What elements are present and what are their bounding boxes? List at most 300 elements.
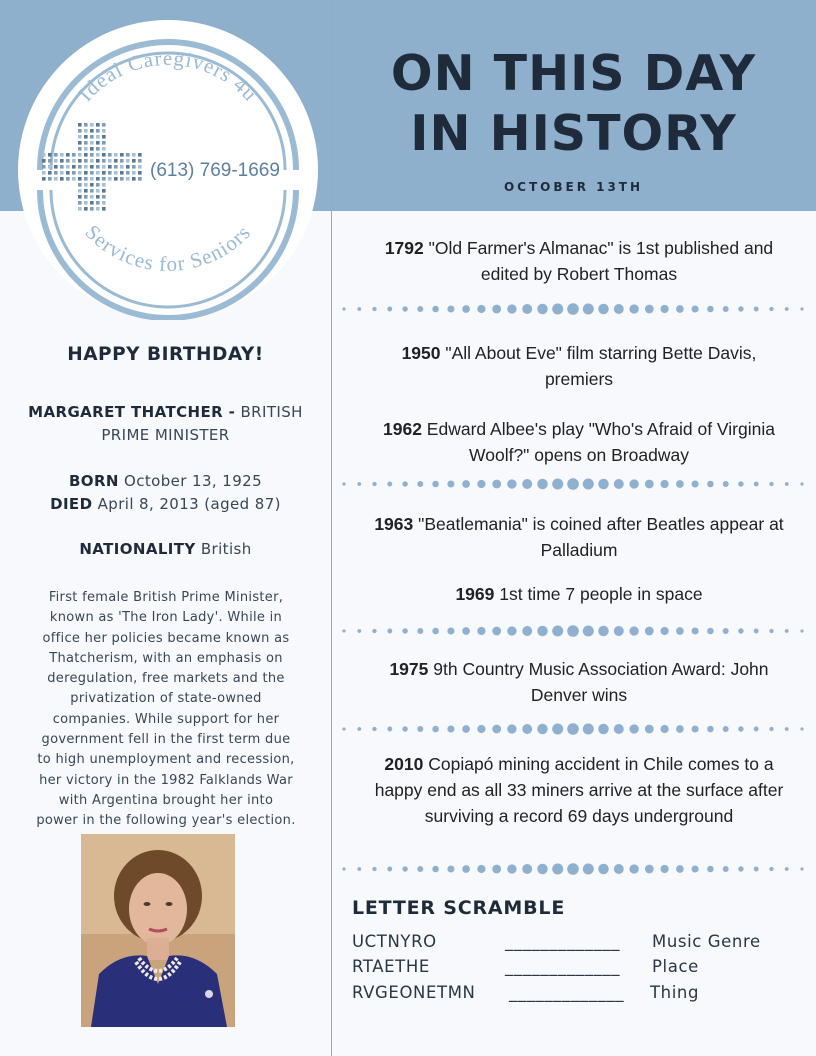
divider-dot xyxy=(614,724,624,734)
cross-dot xyxy=(102,159,106,163)
cross-dot xyxy=(138,165,142,169)
birthday-heading: HAPPY BIRTHDAY! xyxy=(67,344,264,365)
cross-dot xyxy=(132,165,136,169)
cross-dot xyxy=(90,129,94,133)
cross-dot xyxy=(42,171,46,175)
cross-dot xyxy=(78,207,82,211)
cross-dot xyxy=(42,177,46,181)
divider-dot xyxy=(447,725,454,732)
divider-dot xyxy=(583,478,594,489)
portrait-photo xyxy=(81,834,235,1027)
cross-dot xyxy=(54,171,58,175)
answer-blank[interactable]: _____________ xyxy=(509,983,625,1002)
cross-dot xyxy=(78,141,82,145)
divider-dot xyxy=(723,726,729,732)
bio-line: known as 'The Iron Lady'. While in xyxy=(49,610,283,626)
nationality-label: NATIONALITY xyxy=(79,540,196,558)
cross-dot xyxy=(96,129,100,133)
cross-dot xyxy=(78,189,82,193)
divider-dot xyxy=(583,303,594,314)
event-year: 1950 xyxy=(401,343,441,363)
divider-dot xyxy=(723,628,729,634)
divider-dot xyxy=(692,865,699,872)
divider-dot xyxy=(342,307,345,310)
divider-dot xyxy=(507,479,516,488)
event-text: "Beatlemania" is coined after Beatles appear at xyxy=(413,514,784,534)
event-text: happy end as all 33 miners arrive at the surface after xyxy=(374,780,784,800)
divider-dot xyxy=(387,727,392,732)
dot-divider xyxy=(338,722,808,736)
event-year: 1963 xyxy=(374,514,414,534)
divider-dot xyxy=(387,482,392,487)
divider-dot xyxy=(372,482,376,486)
cross-dot xyxy=(78,177,82,181)
divider-dot xyxy=(477,865,485,873)
cross-dot xyxy=(54,177,58,181)
divider-dot xyxy=(492,865,501,874)
cross-dot xyxy=(96,189,100,193)
divider-dot xyxy=(537,724,547,734)
divider-dot xyxy=(462,627,470,635)
divider-dot xyxy=(432,481,439,488)
scramble-hint: Music Genre xyxy=(652,932,761,951)
event-text: Copiapó mining accident in Chile comes to a xyxy=(423,754,774,774)
cross-dot xyxy=(102,183,106,187)
divider-dot xyxy=(800,867,803,870)
biography xyxy=(10,588,322,832)
divider-dot xyxy=(567,625,579,637)
cross-dot xyxy=(114,177,118,181)
company-logo xyxy=(18,20,318,320)
dot-divider xyxy=(338,862,808,876)
divider-dot xyxy=(372,727,376,731)
cross-dot xyxy=(108,153,112,157)
event-text: Woolf?" opens on Broadway xyxy=(469,445,689,465)
divider-dot xyxy=(357,482,361,486)
bio-line: to high unemployment and recession, xyxy=(37,752,295,768)
divider-dot xyxy=(492,627,501,636)
divider-dot xyxy=(754,629,759,634)
cross-dot xyxy=(84,129,88,133)
cross-dot xyxy=(48,171,52,175)
cross-dot xyxy=(126,159,130,163)
divider-dot xyxy=(537,304,547,314)
event-text: "Old Farmer's Almanac" is 1st published and xyxy=(423,238,774,258)
divider-dot xyxy=(402,628,407,633)
cross-dot xyxy=(96,159,100,163)
divider-dot xyxy=(707,481,714,488)
divider-dot xyxy=(754,307,759,312)
cross-dot xyxy=(102,201,106,205)
divider-dot xyxy=(507,304,516,313)
divider-dot xyxy=(583,863,594,874)
divider-dot xyxy=(738,726,743,731)
title-line-1: ON THIS DAY xyxy=(390,45,757,102)
event-text: Edward Albee's play "Who's Afraid of Virginia xyxy=(421,419,775,439)
cross-dot xyxy=(78,201,82,205)
cross-dot xyxy=(138,159,142,163)
cross-dot xyxy=(120,159,124,163)
answer-blank[interactable]: _____________ xyxy=(505,957,621,976)
divider-dot xyxy=(432,726,439,733)
event-text: 9th Country Music Association Award: John xyxy=(428,659,769,679)
cross-dot xyxy=(84,177,88,181)
cross-dot xyxy=(84,201,88,205)
cross-dot xyxy=(108,177,112,181)
divider-dot xyxy=(800,482,803,485)
divider-dot xyxy=(552,723,563,734)
cross-dot xyxy=(96,177,100,181)
cross-dot xyxy=(114,159,118,163)
divider-dot xyxy=(785,867,789,871)
cross-dot xyxy=(132,171,136,175)
dot-divider xyxy=(338,624,808,638)
divider-dot xyxy=(357,727,361,731)
divider-dot xyxy=(769,867,773,871)
divider-dot xyxy=(660,725,668,733)
cross-dot xyxy=(96,207,100,211)
cross-dot xyxy=(84,153,88,157)
divider-dot xyxy=(537,479,547,489)
died-value: April 8, 2013 (aged 87) xyxy=(92,495,281,513)
divider-dot xyxy=(462,865,470,873)
divider-dot xyxy=(598,864,608,874)
svg-text:Services for Seniors xyxy=(80,220,255,276)
divider-dot xyxy=(738,481,743,486)
divider-dot xyxy=(537,864,547,874)
divider-dot xyxy=(522,304,532,314)
divider-dot xyxy=(785,727,789,731)
event-text: 1st time 7 people in space xyxy=(494,584,703,604)
divider-dot xyxy=(387,307,392,312)
divider-dot xyxy=(645,865,654,874)
cross-dot xyxy=(72,165,76,169)
cross-dot xyxy=(126,171,130,175)
bio-line: power in the following year's election. xyxy=(36,813,296,829)
divider-dot xyxy=(614,864,624,874)
cross-dot xyxy=(60,165,64,169)
cross-dot xyxy=(90,141,94,145)
cross-dot xyxy=(96,165,100,169)
scramble-hint: Place xyxy=(652,957,699,976)
divider-dot xyxy=(800,727,803,730)
divider-dot xyxy=(598,724,608,734)
event-item xyxy=(340,656,816,708)
cross-dot xyxy=(96,153,100,157)
cross-dot xyxy=(120,171,124,175)
bio-line: companies. While support for her xyxy=(52,711,280,727)
divider-dot xyxy=(417,306,423,312)
divider-dot xyxy=(402,726,407,731)
scramble-word: UCTNYRO xyxy=(352,932,437,951)
cross-dot xyxy=(90,159,94,163)
divider-dot xyxy=(372,629,376,633)
divider-dot xyxy=(477,305,485,313)
divider-dot xyxy=(522,479,532,489)
cross-dot xyxy=(132,177,136,181)
cross-dot xyxy=(54,153,58,157)
cross-dot xyxy=(102,129,106,133)
scramble-word: RTAETHE xyxy=(352,957,430,976)
divider-dot xyxy=(754,482,759,487)
divider-dot xyxy=(567,863,579,875)
cross-dot xyxy=(126,165,130,169)
cross-dot xyxy=(126,177,130,181)
divider-dot xyxy=(342,482,345,485)
event-year: 1975 xyxy=(389,659,429,679)
bio-line: government fell in the first term due xyxy=(41,732,291,748)
cross-dot xyxy=(84,123,88,127)
cross-dot xyxy=(90,201,94,205)
divider-dot xyxy=(707,866,714,873)
scramble-word: RVGEONETMN xyxy=(352,983,476,1002)
divider-dot xyxy=(676,627,684,635)
divider-dot xyxy=(552,625,563,636)
divider-dot xyxy=(492,725,501,734)
event-text: premiers xyxy=(544,369,614,389)
cross-dot xyxy=(108,171,112,175)
bio-line: Thatcherism, with an emphasis on xyxy=(49,650,283,666)
cross-dot xyxy=(138,153,142,157)
cross-dot xyxy=(84,189,88,193)
divider-dot xyxy=(492,305,501,314)
divider-dot xyxy=(417,726,423,732)
cross-dot xyxy=(102,195,106,199)
divider-dot xyxy=(676,480,684,488)
born-label: BORN xyxy=(68,472,119,490)
divider-dot xyxy=(477,480,485,488)
cross-dot xyxy=(126,153,130,157)
divider-dot xyxy=(598,304,608,314)
person-role: BRITISH xyxy=(235,403,303,421)
cross-dot xyxy=(96,195,100,199)
divider-dot xyxy=(660,865,668,873)
divider-dot xyxy=(402,306,407,311)
divider-dot xyxy=(583,723,594,734)
cross-dot xyxy=(108,159,112,163)
divider-dot xyxy=(785,629,789,633)
divider-dot xyxy=(660,480,668,488)
cross-dot xyxy=(90,189,94,193)
cross-dot xyxy=(66,177,70,181)
divider-dot xyxy=(707,628,714,635)
cross-dot xyxy=(42,153,46,157)
divider-dot xyxy=(629,626,638,635)
divider-dot xyxy=(507,626,516,635)
divider-dot xyxy=(447,627,454,634)
divider-dot xyxy=(477,627,485,635)
divider-dot xyxy=(692,305,699,312)
divider-dot xyxy=(357,307,361,311)
event-item xyxy=(340,416,816,468)
page-title xyxy=(331,44,816,164)
divider-dot xyxy=(447,480,454,487)
cross-dot xyxy=(102,147,106,151)
divider-dot xyxy=(522,864,532,874)
divider-dot xyxy=(738,628,743,633)
cross-dot xyxy=(114,171,118,175)
cross-dot xyxy=(66,165,70,169)
phone-number: (613) 769-1669 xyxy=(150,160,280,181)
cross-dot xyxy=(54,159,58,163)
cross-dot xyxy=(84,171,88,175)
divider-dot xyxy=(614,479,624,489)
cross-dot xyxy=(78,165,82,169)
divider-dot xyxy=(432,628,439,635)
cross-dot xyxy=(42,159,46,163)
divider-dot xyxy=(676,305,684,313)
divider-dot xyxy=(387,629,392,634)
cross-dot xyxy=(102,171,106,175)
divider-dot xyxy=(447,305,454,312)
cross-dot xyxy=(78,153,82,157)
divider-dot xyxy=(417,866,423,872)
divider-dot xyxy=(785,482,789,486)
cross-dot xyxy=(114,153,118,157)
cross-dot xyxy=(78,123,82,127)
cross-dot xyxy=(78,147,82,151)
cross-dot xyxy=(120,153,124,157)
cross-dot xyxy=(84,159,88,163)
cross-dot xyxy=(90,165,94,169)
cross-dot xyxy=(48,153,52,157)
divider-dot xyxy=(738,306,743,311)
cross-dot xyxy=(102,177,106,181)
cross-dot xyxy=(102,165,106,169)
cross-dot xyxy=(90,123,94,127)
cross-dot xyxy=(84,165,88,169)
divider-dot xyxy=(567,723,579,735)
divider-dot xyxy=(567,478,579,490)
divider-dot xyxy=(754,867,759,872)
cross-dot xyxy=(66,159,70,163)
divider-dot xyxy=(629,304,638,313)
bio-line: privatization of state-owned xyxy=(70,691,262,707)
divider-dot xyxy=(492,480,501,489)
cross-dot xyxy=(96,171,100,175)
divider-dot xyxy=(552,863,563,874)
cross-dot xyxy=(96,183,100,187)
cross-dot xyxy=(66,171,70,175)
divider-dot xyxy=(342,867,345,870)
divider-dot xyxy=(357,629,361,633)
cross-dot xyxy=(108,165,112,169)
event-text: surviving a record 69 days underground xyxy=(424,806,734,826)
cross-dot xyxy=(90,147,94,151)
divider-dot xyxy=(372,307,376,311)
cross-dot xyxy=(90,135,94,139)
bio-line: with Argentina brought her into xyxy=(58,792,274,808)
nationality xyxy=(0,538,331,561)
divider-dot xyxy=(614,304,624,314)
scramble-hint: Thing xyxy=(650,983,700,1002)
event-year: 1969 xyxy=(455,584,495,604)
person-role: PRIME MINISTER xyxy=(101,426,230,444)
divider-dot xyxy=(692,480,699,487)
cross-dot xyxy=(102,135,106,139)
event-item xyxy=(340,751,816,829)
divider-dot xyxy=(552,303,563,314)
cross-dot xyxy=(102,141,106,145)
divider-dot xyxy=(567,303,579,315)
divider-dot xyxy=(522,724,532,734)
cross-dot xyxy=(102,123,106,127)
event-item xyxy=(340,235,816,287)
divider-dot xyxy=(723,481,729,487)
event-year: 1792 xyxy=(384,238,424,258)
event-item xyxy=(340,581,816,607)
cross-dot xyxy=(60,171,64,175)
cross-dot xyxy=(96,141,100,145)
divider-dot xyxy=(372,867,376,871)
divider-dot xyxy=(598,626,608,636)
divider-dot xyxy=(402,866,407,871)
cross-dot xyxy=(78,183,82,187)
divider-dot xyxy=(629,479,638,488)
event-text: Denver wins xyxy=(530,685,628,705)
divider-dot xyxy=(754,727,759,732)
birthday-name-block xyxy=(0,401,331,447)
event-item xyxy=(340,511,816,563)
cross-dot xyxy=(90,207,94,211)
cross-dot xyxy=(132,159,136,163)
cross-dot xyxy=(84,141,88,145)
divider-dot xyxy=(785,307,789,311)
divider-dot xyxy=(447,865,454,872)
divider-dot xyxy=(660,627,668,635)
divider-dot xyxy=(342,727,345,730)
divider-dot xyxy=(769,307,773,311)
divider-dot xyxy=(507,724,516,733)
divider-dot xyxy=(462,725,470,733)
cross-dot xyxy=(132,153,136,157)
event-text: Palladium xyxy=(540,540,618,560)
divider-dot xyxy=(645,305,654,314)
nationality-value: British xyxy=(195,540,252,558)
divider-dot xyxy=(537,626,547,636)
answer-blank[interactable]: _____________ xyxy=(505,932,621,951)
cross-dot xyxy=(78,135,82,139)
cross-dot xyxy=(90,183,94,187)
divider-dot xyxy=(462,480,470,488)
divider-dot xyxy=(462,305,470,313)
cross-dot xyxy=(138,177,142,181)
logo-arc-top-text: Ideal Caregivers 4u xyxy=(73,45,263,106)
cross-dot xyxy=(90,153,94,157)
divider-dot xyxy=(769,629,773,633)
divider-dot xyxy=(522,626,532,636)
divider-dot xyxy=(738,866,743,871)
divider-dot xyxy=(645,480,654,489)
divider-dot xyxy=(676,725,684,733)
divider-dot xyxy=(629,864,638,873)
cross-dot xyxy=(48,177,52,181)
divider-dot xyxy=(692,627,699,634)
cross-dot xyxy=(90,171,94,175)
divider-dot xyxy=(676,865,684,873)
cross-dot xyxy=(120,177,124,181)
cross-dot xyxy=(96,201,100,205)
divider-dot xyxy=(477,725,485,733)
logo-arc-bottom-text: Services for Seniors xyxy=(80,219,256,277)
title-line-2: IN HISTORY xyxy=(410,105,737,162)
divider-dot xyxy=(707,726,714,733)
divider-dot xyxy=(417,481,423,487)
cross-dot xyxy=(72,171,76,175)
divider-dot xyxy=(769,482,773,486)
divider-dot xyxy=(723,866,729,872)
divider-dot xyxy=(800,629,803,632)
